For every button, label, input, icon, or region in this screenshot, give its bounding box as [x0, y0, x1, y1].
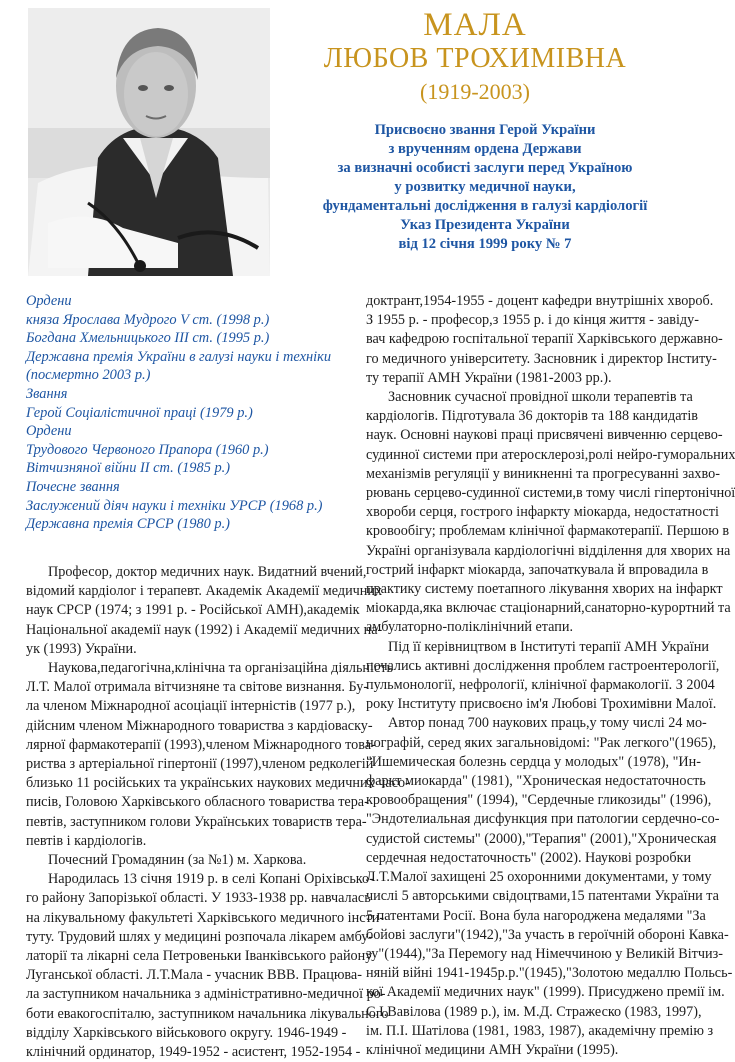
- surname: МАЛА: [423, 7, 527, 43]
- text-line: хвороби серця, гострого інфаркту міокарда, недостатності: [366, 504, 719, 521]
- text-line: туту. Трудовий шлях у медицині розпочала лікарем амбу-: [26, 928, 374, 945]
- award-item: Герой Соціалістичної праці (1979 р.): [26, 404, 253, 421]
- text-line: наук. Основні наукові праці присвячені вивченню серцево-: [366, 427, 723, 444]
- text-line: ім. П.І. Шатілова (1981, 1983, 1987), академічну премію з: [366, 1022, 714, 1039]
- award-item: (посмертно 2003 р.): [26, 367, 151, 384]
- text-line: ту терапії АМН України (1981-2003 рр.).: [366, 369, 612, 386]
- text-line: числі 5 авторськими свідоцтвами,15 патентами України та: [366, 888, 719, 905]
- text-line: лярної фармакотерапії (1993),членом Міжнародного това-: [26, 736, 376, 753]
- text-line: клінічний ординатор, 1949-1952 - асистент, 1952-1954 -: [26, 1044, 361, 1061]
- biography-right-column: [366, 292, 735, 1060]
- awards-heading: Почесне звання: [26, 478, 120, 495]
- text-line: клінічної медицини АМН України (1995).: [366, 1041, 619, 1058]
- portrait-photo: [28, 8, 270, 276]
- hero-line: від 12 січня 1999 року № 7: [398, 236, 572, 252]
- text-line: гострий інфаркт міокарда, започаткувала й впровадила в: [366, 561, 709, 578]
- awards-heading: Звання: [26, 385, 68, 402]
- text-line: ла членом Міжнародної асоціації інтерністів (1977 р.),: [26, 698, 356, 715]
- text-line: близько 11 російських та українських наукових медичних часо-: [26, 775, 410, 792]
- text-line: фаркт миокарда" (1981), "Хроническая недостаточность: [366, 773, 706, 790]
- text-line: дійсним членом Міжнародного товариства з кардіоваску-: [26, 717, 373, 734]
- text-line: Народилась 13 січня 1919 р. в селі Копані Оріхівсько-: [48, 871, 374, 888]
- text-line: нографій, серед яких загальновідомі: "Рак легкого"(1965),: [366, 734, 717, 751]
- text-line: пульмонології, нефрології, клінічної фармакології. З 2004: [366, 677, 715, 694]
- text-line: міокарда,яка включає стаціонарний,санаторно-курортний та: [366, 600, 731, 617]
- text-line: бойові заслуги"(1942),"За участь в героїчній обороні Кавка-: [366, 926, 729, 943]
- text-line: Професор, доктор медичних наук. Видатний вчений,: [48, 564, 367, 580]
- text-line: писів, Головою Харківського обласного товариства тера-: [26, 794, 369, 811]
- hero-line: Присвоєно звання Герой України: [374, 122, 596, 138]
- hero-line: за визначні особисті заслуги перед Україною: [337, 160, 633, 176]
- name-header: [300, 8, 650, 106]
- award-item: княза Ярослава Мудрого V ст. (1998 р.): [26, 311, 270, 328]
- text-line: Л.Т.Малої захищені 25 охоронними документами, у тому: [366, 869, 712, 886]
- award-item: Державна премія СРСР (1980 р.): [26, 516, 230, 533]
- text-line: відділу Харківського військового округу. 1946-1949 -: [26, 1024, 347, 1041]
- text-line: "Ишемическая болезнь сердца у молодых" (1978), "Ин-: [366, 753, 701, 770]
- text-line: Почесний Громадянин (за №1) м. Харкова.: [48, 852, 307, 869]
- text-line: сердечная недостаточность" (2002). Наукові розробки: [366, 849, 692, 866]
- award-item: Вітчизняної війни II ст. (1985 р.): [26, 460, 231, 477]
- text-line: Під її керівництвом в Інституті терапії АМН України: [388, 638, 709, 655]
- awards-list: [26, 292, 356, 534]
- text-line: ла заступником начальника з адміністративно-медичної ро-: [26, 986, 386, 1003]
- text-line: певтів, заступником голови Українських товариств тера-: [26, 813, 367, 830]
- text-line: го медичного університету. Засновник і директор Інститу-: [366, 350, 717, 367]
- life-years: (1919-2003): [420, 79, 530, 104]
- text-line: вач кафедрою госпітальної терапії Харківського державно-: [366, 331, 723, 348]
- text-line: Засновник сучасної провідної школи терапевтів та: [388, 389, 693, 406]
- text-line: року Інституту присвоєно ім'я Любові Трохимівни Малої.: [366, 696, 717, 713]
- text-line: амбулаторно-поліклінічний етапи.: [366, 619, 573, 636]
- text-line: доктрант,1954-1955 - доцент кафедри внутрішніх хвороб.: [366, 293, 714, 309]
- text-line: риства з артеріальної гіпертонії (1997),членом редколегій: [26, 756, 374, 773]
- text-line: наук СРСР (1974; з 1991 р. - Російської АМН),академік: [26, 602, 360, 619]
- given-names: ЛЮБОВ ТРОХИМІВНА: [323, 43, 627, 74]
- hero-line: Указ Президента України: [400, 217, 570, 233]
- award-item: Державна премія України в галузі науки і техніки: [26, 348, 332, 365]
- text-line: ук (1993) України.: [26, 640, 137, 657]
- awards-heading: Ордени: [26, 423, 72, 440]
- text-line: Наукова,педагогічна,клінічна та організаційна діяльність: [48, 660, 393, 677]
- text-line: судинної системи при атеросклерозі,ролі нейро-гуморальних: [366, 446, 735, 463]
- text-line: кровообігу; проблемам клінічної фармакотерапії. Першою в: [366, 523, 730, 540]
- text-line: "Эндотелиальная дисфункция при патологии сердечно-со-: [366, 811, 720, 828]
- hero-line: з врученням ордена Держави: [388, 141, 582, 157]
- text-line: С.І.Вавілова (1989 р.), ім. М.Д. Стражеско (1983, 1997),: [366, 1003, 702, 1020]
- hero-line: фундаментальні дослідження в галузі кардіології: [322, 198, 648, 214]
- hero-award-statement: [300, 121, 670, 254]
- text-line: кровообращения" (1994), "Сердечные гликозиды" (1996),: [366, 792, 712, 809]
- text-line: Україні організувала кардіологічні відділення для хворих на: [366, 542, 731, 559]
- award-item: Заслужений діяч науки і техніки УРСР (1968 р.): [26, 497, 323, 514]
- text-line: няній війні 1941-1945р.р."(1945),"Золотою медаллю Польсь-: [366, 965, 733, 982]
- text-line: рювань серцево-судинної системи,в тому числі гіпертонічної: [366, 485, 735, 502]
- text-line: боти евакогоспіталю, заступником начальника лікувального: [26, 1005, 389, 1022]
- text-line: латорії та лікарні села Петровеньки Іванківського району: [26, 948, 373, 965]
- hero-line: у розвитку медичної науки,: [394, 179, 576, 195]
- text-line: Луганської області. Л.Т.Мала - учасник ВВВ. Працюва-: [26, 967, 362, 984]
- text-line: З 1955 р. - професор,з 1955 р. і до кінця життя - завіду-: [366, 312, 699, 329]
- award-item: Богдана Хмельницького III ст. (1995 р.): [26, 330, 270, 347]
- biography-left-column: [26, 563, 410, 1062]
- text-line: 5 патентами Росії. Вона була нагороджена медалями "За: [366, 907, 706, 924]
- award-item: Трудового Червоного Прапора (1960 р.): [26, 441, 269, 458]
- text-line: на лікувальному факультеті Харківського медичного інсти-: [26, 909, 385, 926]
- text-line: практику систему поетапного лікування хворих на інфаркт: [366, 581, 723, 598]
- text-line: го району Запорізької області. У 1933-1938 рр. навчалась: [26, 890, 371, 907]
- text-line: кої Академії медичних наук" (1999). Присуджено премії ім.: [366, 984, 725, 1001]
- text-line: зу"(1944),"За Перемогу над Німеччиною у Великій Вітчиз-: [366, 945, 723, 962]
- text-line: механізмів регуляції у виникненні та прогресуванні захво-: [366, 465, 720, 482]
- text-line: Автор понад 700 наукових праць,у тому числі 24 мо-: [388, 715, 707, 732]
- text-line: Л.Т. Малої отримала вітчизняне та світове визнання. Бу-: [26, 679, 369, 696]
- text-line: Національної академії наук (1992) і Академії медичних на-: [26, 621, 383, 638]
- text-line: судистой системы" (2000),"Терапия" (2001),"Хроническая: [366, 830, 717, 847]
- text-line: почались активні дослідження проблем гастроентерології,: [366, 657, 720, 674]
- awards-heading: Ордени: [26, 293, 72, 309]
- text-line: відомий кардіолог і терапевт. Академік Академії медичних: [26, 583, 383, 600]
- text-line: кардіологів. Підготувала 36 докторів та 188 кандидатів: [366, 408, 698, 425]
- text-line: певтів і кардіологів.: [26, 832, 147, 849]
